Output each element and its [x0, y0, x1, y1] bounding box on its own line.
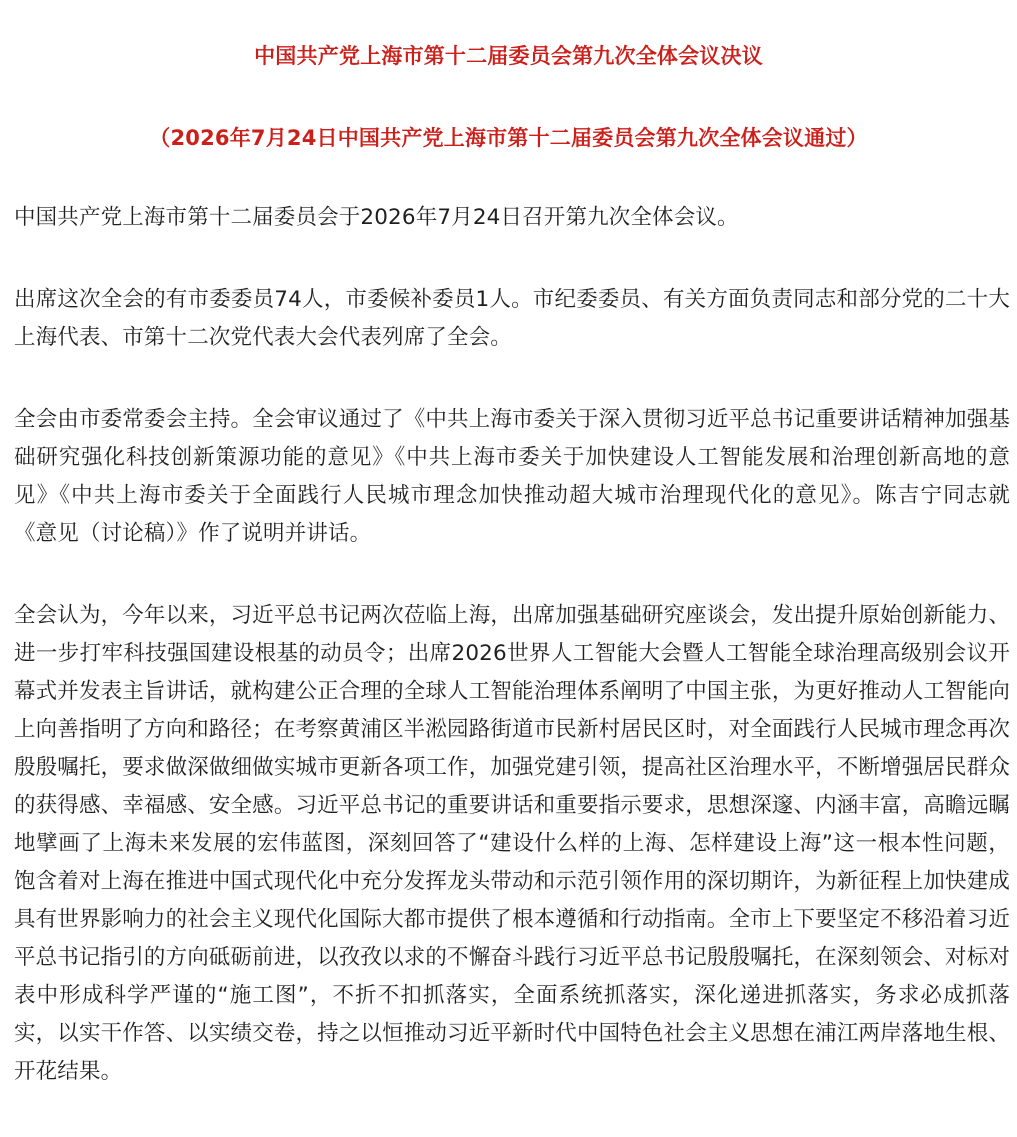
- paragraph-attendance: 出席这次全会的有市委委员74人，市委候补委员1人。市纪委委员、有关方面负责同志和部分党的二十大上海代表、市第十二次党代表大会代表列席了全会。: [14, 287, 1010, 350]
- paragraph-agenda: 全会由市委常委会主持。全会审议通过了《中共上海市委关于深入贯彻习近平总书记重要讲话精神加强基础研究强化科技创新策源功能的意见》《中共上海市委关于加快建设人工智能发展和治理创新高地的意见》《中共上海市委关于全面践行人民城市理念加快推动超大城市治理现代化的意见》。陈吉宁同志就《意见（讨论稿）》作了说明并讲话。: [14, 407, 1010, 546]
- paragraph-conclusion: 全会认为，今年以来，习近平总书记两次莅临上海，出席加强基础研究座谈会，发出提升原始创新能力、进一步打牢科技强国建设根基的动员令；出席2026世界人工智能大会暨人工智能全球治理高级别会议开幕式并发表主旨讲话，就构建公正合理的全球人工智能治理体系阐明了中国主张，为更好推动人工智能向上向善指明了方向和路径；在考察黄浦区半淞园路街道市民新村居民区时，对全面践行人民城市理念再次殷殷嘱托，要求做深做细做实城市更新各项工作，加强党建引领，提高社区治理水平，不断增强居民群众的获得感、幸福感、安全感。习近平总书记的重要讲话和重要指示要求，思想深邃、内涵丰富，高瞻远瞩地擘画了上海未来发展的宏伟蓝图，深刻回答了“建设什么样的上海、怎样建设上海”这一根本性问题，饱含着对上海在推进中国式现代化中充分发挥龙头带动和示范引领作用的深切期许，为新征程上加快建成具有世界影响力的社会主义现代化国际大都市提供了根本遵循和行动指南。全市上下要坚定不移沿着习近平总书记指引的方向砥砺前进，以孜孜以求的不懈奋斗践行习近平总书记殷殷嘱托，在深刻领会、对标对表中形成科学严谨的“施工图”，不折不扣抓落实，全面系统抓落实，深化递进抓落实，务求必成抓落实，以实干作答、以实绩交卷，持之以恒推动习近平新时代中国特色社会主义思想在浦江两岸落地生根、开花结果。: [14, 603, 1010, 1084]
- article-subtitle: （2026年7月24日中国共产党上海市第十二届委员会第九次全体会议通过）: [149, 126, 868, 150]
- paragraph-meeting-date: 中国共产党上海市第十二届委员会于2026年7月24日召开第九次全体会议。: [14, 205, 739, 230]
- article-title: 中国共产党上海市第十二届委员会第九次全体会议决议: [254, 44, 763, 68]
